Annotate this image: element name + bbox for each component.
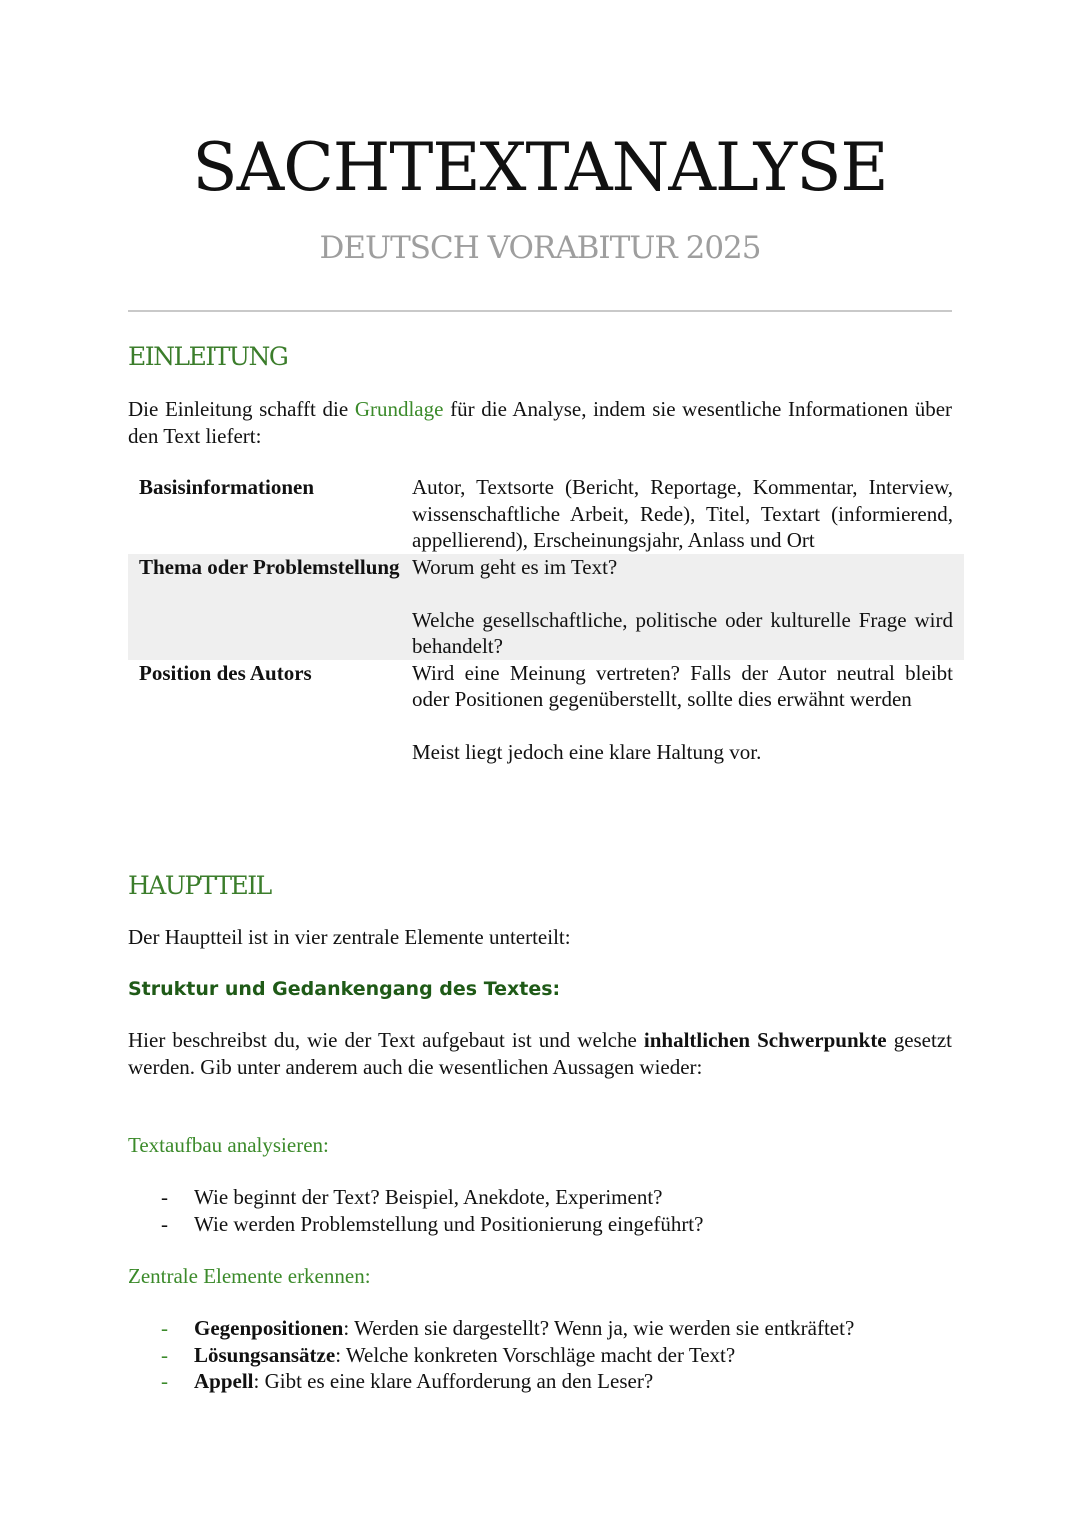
subsection-title: Struktur und Gedankengang des Textes: — [128, 978, 561, 1000]
section-heading-einleitung: EINLEITUNG — [128, 342, 288, 371]
dash-bullet: - — [161, 1316, 168, 1340]
einleitung-intro — [128, 396, 952, 449]
table-row-label: Position des Autors — [139, 660, 312, 685]
list-item — [128, 1368, 854, 1395]
intro-text-after: für die Analyse, indem sie wesentliche Informationen über den Text liefert: — [128, 397, 953, 448]
list-item-text: : Welche konkreten Vorschläge macht der Text? — [335, 1342, 736, 1367]
document-subtitle: DEUTSCH VORABITUR 2025 — [319, 230, 761, 266]
table-row-content — [403, 474, 964, 554]
table-cell-paragraph: Worum geht es im Text? — [412, 554, 618, 579]
description-bold: inhaltlichen Schwerpunkte — [643, 1028, 887, 1052]
list-item-text: : Gibt es eine klare Aufforderung an den Leser? — [253, 1369, 654, 1393]
einleitung-table — [128, 474, 964, 766]
list-item — [128, 1342, 854, 1369]
title-divider — [128, 310, 952, 312]
hauptteil-description — [128, 1027, 952, 1080]
description-text-before: Hier beschreibst du, wie der Text aufgebaut ist und welche — [128, 1028, 637, 1052]
list-item — [128, 1315, 854, 1342]
dash-bullet: - — [161, 1211, 168, 1236]
table-cell-paragraph: Welche gesellschaftliche, politische oder kulturelle Frage wird behandelt? — [412, 607, 953, 658]
description-text-after: gesetzt werden. Gib unter anderem auch die wesentlichen Aussagen wieder: — [128, 1028, 952, 1079]
textaufbau-list — [128, 1184, 703, 1237]
table-row-thema — [128, 554, 964, 660]
section-heading-hauptteil: HAUPTTEIL — [128, 871, 271, 900]
table-row-position — [128, 660, 964, 766]
list-item-text: : Werden sie dargestellt? Wenn ja, wie werden sie entkräftet? — [343, 1316, 855, 1340]
textaufbau-heading: Textaufbau analysieren: — [128, 1133, 329, 1157]
list-item — [128, 1211, 703, 1238]
document-title: SACHTEXTANALYSE — [192, 129, 888, 206]
table-cell-paragraph: Meist liegt jedoch eine klare Haltung vor. — [412, 740, 762, 764]
zentrale-list — [128, 1315, 854, 1395]
list-item-term: Appell — [194, 1369, 254, 1393]
zentrale-heading: Zentrale Elemente erkennen: — [128, 1264, 371, 1288]
list-item-text: Wie beginnt der Text? Beispiel, Anekdote, Experiment? — [194, 1185, 663, 1209]
dash-bullet: - — [161, 1342, 168, 1367]
table-row-label: Basisinformationen — [139, 475, 315, 499]
intro-highlight: Grundlage — [354, 397, 444, 421]
table-row-content — [403, 660, 964, 766]
dash-bullet: - — [161, 1185, 168, 1209]
table-cell-paragraph: Wird eine Meinung vertreten? Falls der Autor neutral bleibt oder Positionen gegenüberstellt, sollte dies erwähnt werden — [412, 660, 953, 711]
intro-text-before: Die Einleitung schafft die — [128, 397, 349, 421]
list-item-text: Wie werden Problemstellung und Positionierung eingeführt? — [194, 1211, 704, 1236]
list-item — [128, 1184, 703, 1211]
table-cell-paragraph: Autor, Textsorte (Bericht, Reportage, Kommentar, Interview, wissenschaftliche Arbeit, Rede), Titel, Textart (informierend, appellierend), Erscheinungsjahr, Anlass und Ort — [412, 475, 953, 552]
table-row-content — [403, 554, 964, 660]
list-item-term: Gegenpositionen — [194, 1316, 344, 1340]
table-row-label: Thema oder Problemstellung — [139, 554, 400, 579]
table-row-basisinformationen — [128, 474, 964, 554]
list-item-term: Lösungsansätze — [194, 1342, 336, 1367]
hauptteil-intro: Der Hauptteil ist in vier zentrale Elemente unterteilt: — [128, 925, 571, 949]
dash-bullet: - — [161, 1369, 168, 1393]
